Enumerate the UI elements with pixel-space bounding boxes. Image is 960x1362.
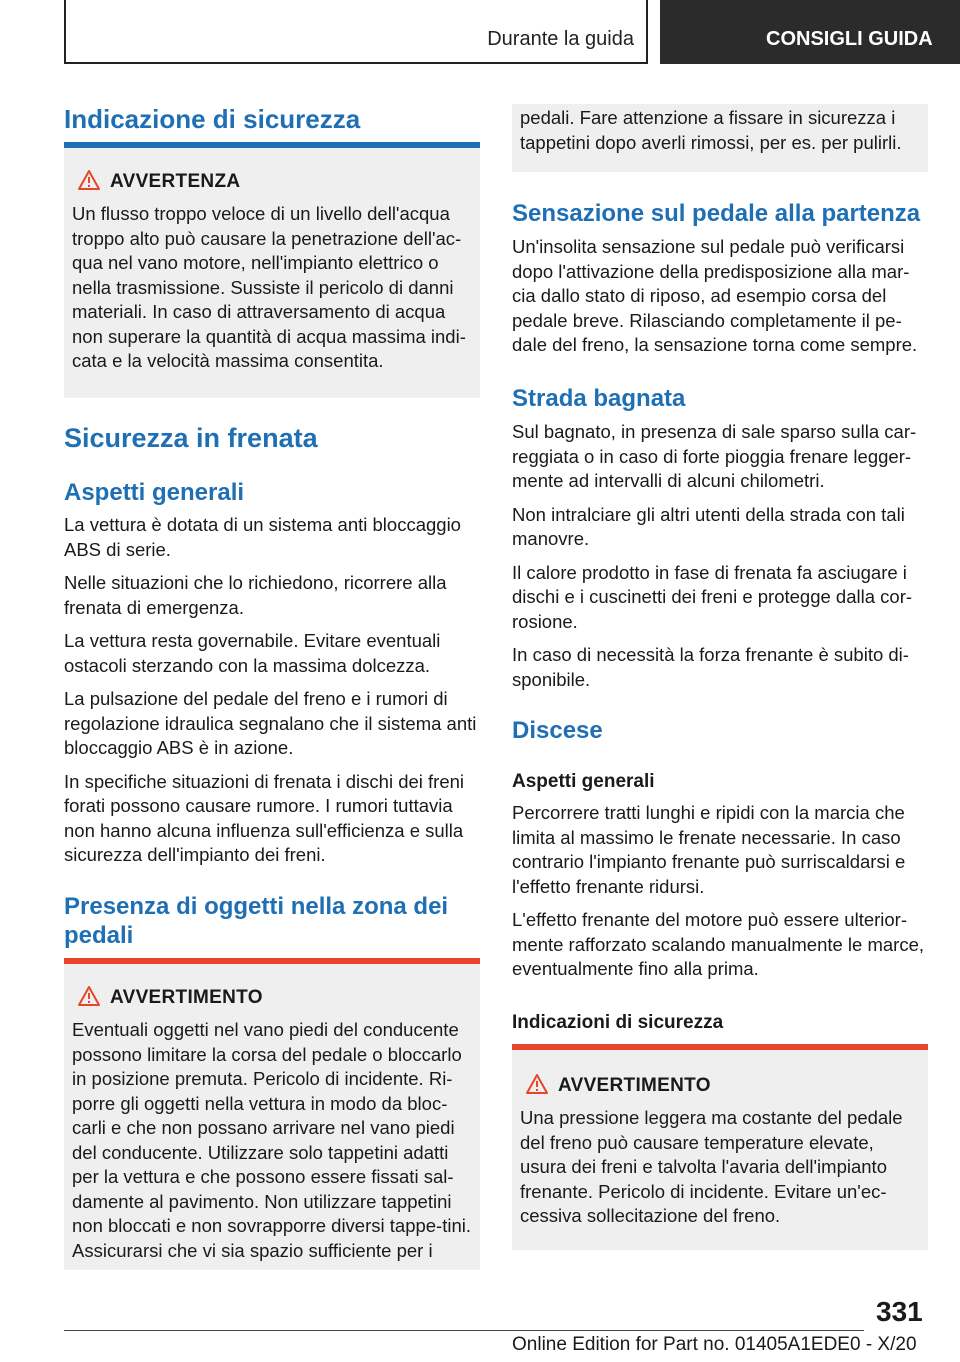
warning-box	[64, 964, 480, 1270]
descents-paragraphs	[512, 801, 928, 991]
safety-heading: Indicazione di sicurezza	[64, 104, 361, 134]
footer-divider	[64, 1330, 864, 1331]
paragraph: In specifiche situazioni di frenata i dischi dei freni forati possono causare rumore. I rumori tuttavia non hanno alcuna influenza sull'efficienza e sulla sicurezza dell'impianto dei freni.	[64, 770, 465, 865]
warning2-text: Una pressione leggera ma costante del pedale del freno può causare temperature elevate, usura dei freni e talvolta l'avaria dell'impianto frenante. Pericolo di incidente. Evitare un'ec-cessiva sollecitazione del freno.	[520, 1107, 903, 1226]
paragraph: La pulsazione del pedale del freno e i rumori di regolazione idraulica segnalano che il sistema anti bloccaggio ABS è in azione.	[64, 688, 477, 758]
notice-text: Un flusso troppo veloce di un livello dell'acqua troppo alto può causare la penetrazione dell'ac-qua nel vano motore, nell'impianto elettrico o nella trasmissione. Sussiste il pericolo di danni materiali. In caso di attraversamento di acqua non superare la quantità di acqua massima indi-cata e la velocità massima consentita.	[72, 203, 466, 371]
paragraph: Non intralciare gli altri utenti della strada con tali manovre.	[512, 503, 905, 549]
safety-subheading: Indicazioni di sicurezza	[512, 1012, 724, 1033]
header-section-label: Durante la guida	[487, 28, 634, 50]
braking-paragraphs	[64, 513, 480, 877]
paragraph: L'effetto frenante del motore può essere ulterior-mente rafforzato scalando manualmente le marce, eventualmente fino alla prima.	[512, 909, 925, 979]
paragraph: Un'insolita sensazione sul pedale può verificarsi dopo l'attivazione della predisposizione alla mar-cia dallo stato di riposo, ad esempio corsa del pedale breve. Rilasciando completamente il pe-dale del freno, la sensazione torna come sempre.	[512, 236, 918, 355]
warning-title: AVVERTIMENTO	[72, 986, 472, 1010]
descents-subheading: Aspetti generali	[512, 771, 655, 792]
pedals-heading: Presenza di oggetti nella zona dei pedali	[64, 893, 449, 949]
paragraph: Il calore prodotto in fase di frenata fa asciugare i dischi e i cuscinetti dei freni e protegge dalla cor-rosione.	[512, 561, 913, 632]
header-chapter-tab	[660, 0, 960, 64]
braking-heading: Sicurezza in frenata	[64, 423, 318, 453]
notice-title: AVVERTENZA	[72, 170, 472, 194]
paragraph: Percorrere tratti lunghi e ripidi con la marcia che limita al massimo le frenate necessarie. In caso contrario l'impianto frenante può surriscaldarsi e l'effetto frenante ridursi.	[512, 802, 906, 897]
wet-paragraphs	[512, 420, 928, 701]
warning-triangle-icon	[78, 170, 100, 190]
descents-heading: Discese	[512, 717, 603, 744]
warning-triangle-icon	[78, 986, 100, 1006]
paragraph: Nelle situazioni che lo richiedono, ricorrere alla frenata di emergenza.	[64, 572, 447, 618]
paragraph: La vettura resta governabile. Evitare eventuali ostacoli sterzando con la massima dolcezza.	[64, 630, 441, 676]
header-section-tab	[64, 0, 648, 64]
warning2-title: AVVERTIMENTO	[520, 1074, 920, 1098]
page-number: 331	[876, 1296, 923, 1327]
warning-triangle-icon	[526, 1074, 548, 1094]
pedal-heading: Sensazione sul pedale alla partenza	[512, 200, 921, 227]
paragraph: Sul bagnato, in presenza di sale sparso sulla car-reggiata o in caso di forte pioggia frenare legger-mente ad intervalli di alcuni chilometri.	[512, 421, 917, 491]
wet-heading: Strada bagnata	[512, 385, 686, 412]
paragraph: In caso di necessità la forza frenante è subito di-sponibile.	[512, 644, 909, 690]
warning2-box	[512, 1050, 928, 1250]
warning-text: Eventuali oggetti nel vano piedi del conducente possono limitare la corsa del pedale o bloccarlo in posizione premuta. Pericolo di incidente. Ri-porre gli oggetti nella vettura in modo da bloc-carli e che non possano arrivare nel vano piedi del conducente. Utilizzare solo tappetini adatti per la vettura e che possono essere fissati sal-damente al pavimento. Non utilizzare tappetini non bloccati e non sovrapporre diversi tappe-tini. Assicurarsi che vi sia spazio sufficiente per i	[72, 1019, 472, 1261]
pedal-paragraphs	[512, 235, 928, 367]
footer-edition: Online Edition for Part no. 01405A1EDE0 - X/20	[512, 1334, 917, 1355]
paragraph: La vettura è dotata di un sistema anti bloccaggio ABS di serie.	[64, 514, 461, 560]
general-heading: Aspetti generali	[64, 479, 245, 506]
warning-text-continued: pedali. Fare attenzione a fissare in sicurezza i tappetini dopo averli rimossi, per es. per pulirli.	[520, 107, 902, 153]
header-chapter-label: CONSIGLI GUIDA	[766, 28, 933, 50]
warning-box-continued	[512, 104, 928, 172]
notice-box	[64, 148, 480, 398]
